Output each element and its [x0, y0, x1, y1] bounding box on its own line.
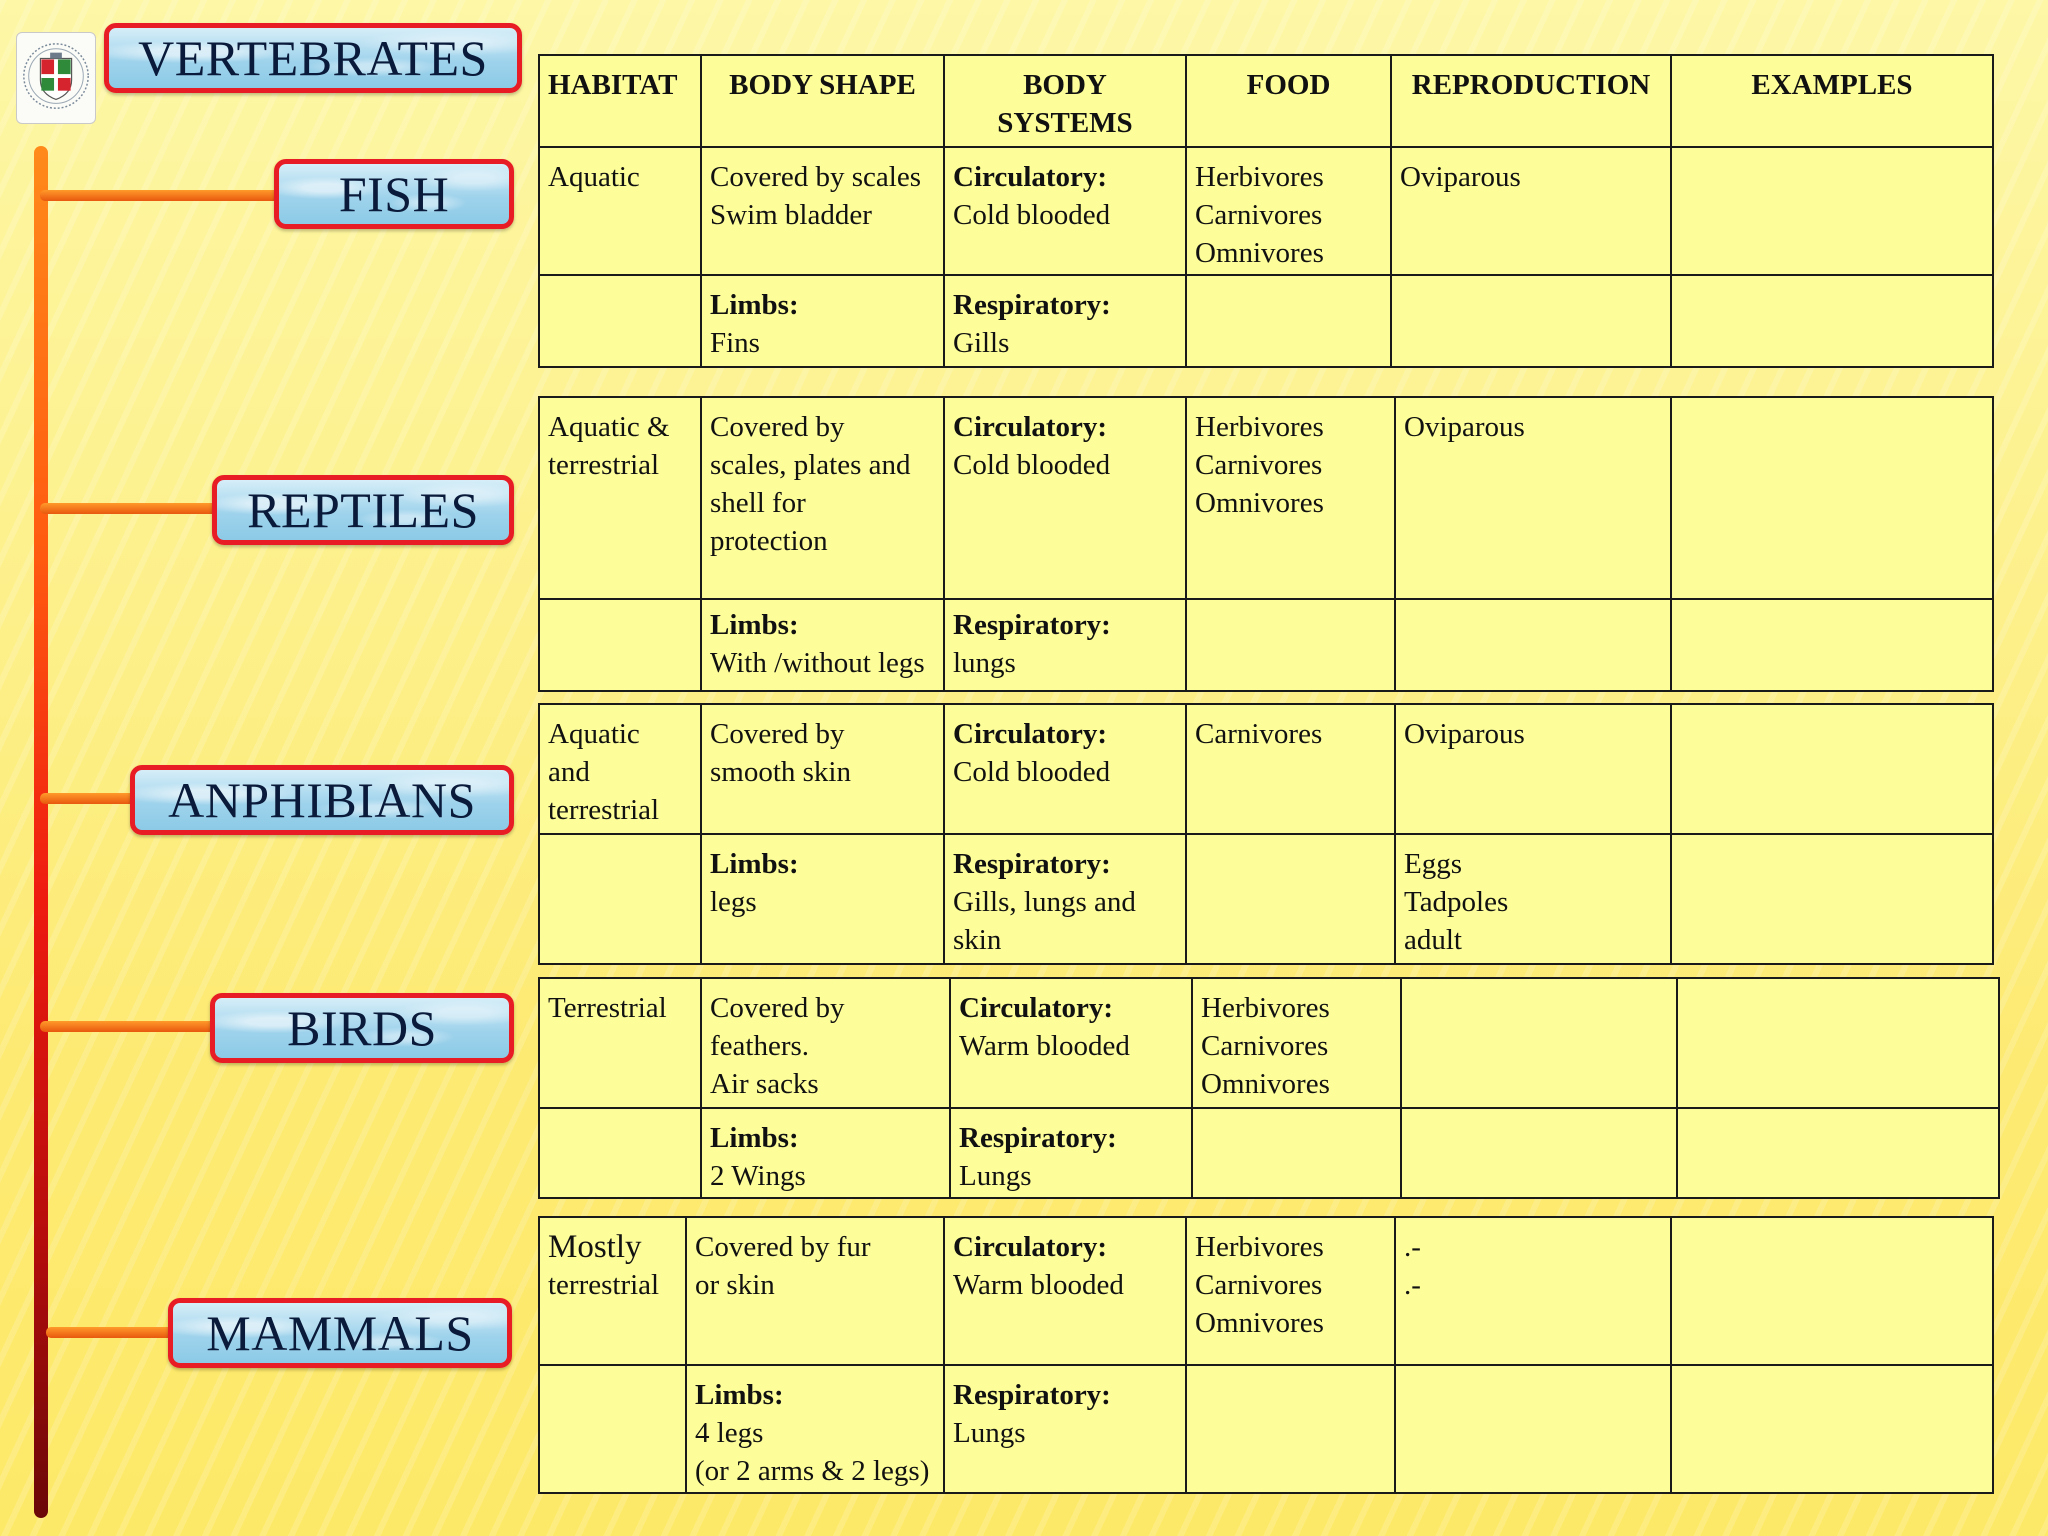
header-body-systems: BODY SYSTEMS [944, 55, 1186, 147]
mammals-body-shape: Covered by fur or skin [686, 1217, 944, 1365]
fish-food: Herbivores Carnivores Omnivores [1186, 147, 1391, 275]
branch-fish [40, 190, 280, 201]
branch-reptiles [40, 503, 220, 514]
label-reptiles: REPTILES [212, 475, 514, 545]
reptiles-food: Herbivores Carnivores Omnivores [1186, 397, 1395, 599]
fish-circulatory: Circulatory: Cold blooded [944, 147, 1186, 275]
header-habitat: HABITAT [539, 55, 701, 147]
table-row [539, 1365, 1993, 1493]
header-examples: EXAMPLES [1671, 55, 1993, 147]
birds-limbs: Limbs: 2 Wings [701, 1108, 950, 1198]
timeline-spine [34, 146, 48, 1518]
table-row [539, 1217, 1993, 1365]
header-food: FOOD [1186, 55, 1391, 147]
reptiles-reproduction: Oviparous [1395, 397, 1671, 599]
table-birds [538, 977, 2000, 1199]
table-row [539, 978, 1999, 1108]
table-mammals [538, 1216, 1994, 1494]
header-reproduction: REPRODUCTION [1391, 55, 1671, 147]
birds-reproduction [1401, 978, 1677, 1108]
mammals-examples [1671, 1217, 1993, 1365]
fish-limbs: Limbs: Fins [701, 275, 944, 367]
table-row [539, 147, 1993, 275]
table-row [539, 704, 1993, 834]
reptiles-circulatory: Circulatory: Cold blooded [944, 397, 1186, 599]
amphibians-respiratory: Respiratory: Gills, lungs and skin [944, 834, 1186, 964]
mammals-limbs: Limbs: 4 legs (or 2 arms & 2 legs) [686, 1365, 944, 1493]
title-vertebrates: VERTEBRATES [104, 23, 522, 93]
branch-birds [40, 1021, 220, 1032]
reptiles-examples [1671, 397, 1993, 599]
label-mammals: MAMMALS [168, 1298, 512, 1368]
reptiles-limbs: Limbs: With /without legs [701, 599, 944, 691]
table-reptiles [538, 396, 1994, 692]
mammals-habitat: Mostly terrestrial [539, 1217, 686, 1365]
label-fish: FISH [274, 159, 514, 229]
table-amphibians [538, 703, 1994, 965]
reptiles-habitat: Aquatic & terrestrial [539, 397, 701, 599]
birds-examples [1677, 978, 1999, 1108]
reptiles-respiratory: Respiratory: lungs [944, 599, 1186, 691]
branch-mammals [46, 1327, 176, 1338]
fish-habitat: Aquatic [539, 147, 701, 275]
amphibians-food: Carnivores [1186, 704, 1395, 834]
label-birds: BIRDS [210, 993, 514, 1063]
header-row [539, 55, 1993, 147]
birds-respiratory: Respiratory: Lungs [950, 1108, 1192, 1198]
birds-body-shape: Covered by feathers. Air sacks [701, 978, 950, 1108]
amphibians-development: Eggs Tadpoles adult [1395, 834, 1671, 964]
header-body-shape: BODY SHAPE [701, 55, 944, 147]
amphibians-examples [1671, 704, 1993, 834]
fish-respiratory: Respiratory: Gills [944, 275, 1186, 367]
mammals-circulatory: Circulatory: Warm blooded [944, 1217, 1186, 1365]
amphibians-limbs: Limbs: legs [701, 834, 944, 964]
branch-amphibians [40, 793, 140, 804]
birds-habitat: Terrestrial [539, 978, 701, 1108]
amphibians-habitat: Aquatic and terrestrial [539, 704, 701, 834]
table-row [539, 1108, 1999, 1198]
birds-food: Herbivores Carnivores Omnivores [1192, 978, 1401, 1108]
table-row [539, 397, 1993, 599]
fish-reproduction: Oviparous [1391, 147, 1671, 275]
amphibians-circulatory: Circulatory: Cold blooded [944, 704, 1186, 834]
amphibians-reproduction: Oviparous [1395, 704, 1671, 834]
mammals-reproduction: .- .- [1395, 1217, 1671, 1365]
table-row [539, 834, 1993, 964]
mammals-respiratory: Respiratory: Lungs [944, 1365, 1186, 1493]
table-fish [538, 54, 1994, 368]
fish-body-shape: Covered by scales Swim bladder [701, 147, 944, 275]
table-row [539, 275, 1993, 367]
school-crest-logo [16, 32, 96, 124]
mammals-food: Herbivores Carnivores Omnivores [1186, 1217, 1395, 1365]
reptiles-body-shape: Covered by scales, plates and shell for protection [701, 397, 944, 599]
table-row [539, 599, 1993, 691]
amphibians-body-shape: Covered by smooth skin [701, 704, 944, 834]
label-amphibians: ANPHIBIANS [130, 765, 514, 835]
fish-examples [1671, 147, 1993, 275]
birds-circulatory: Circulatory: Warm blooded [950, 978, 1192, 1108]
